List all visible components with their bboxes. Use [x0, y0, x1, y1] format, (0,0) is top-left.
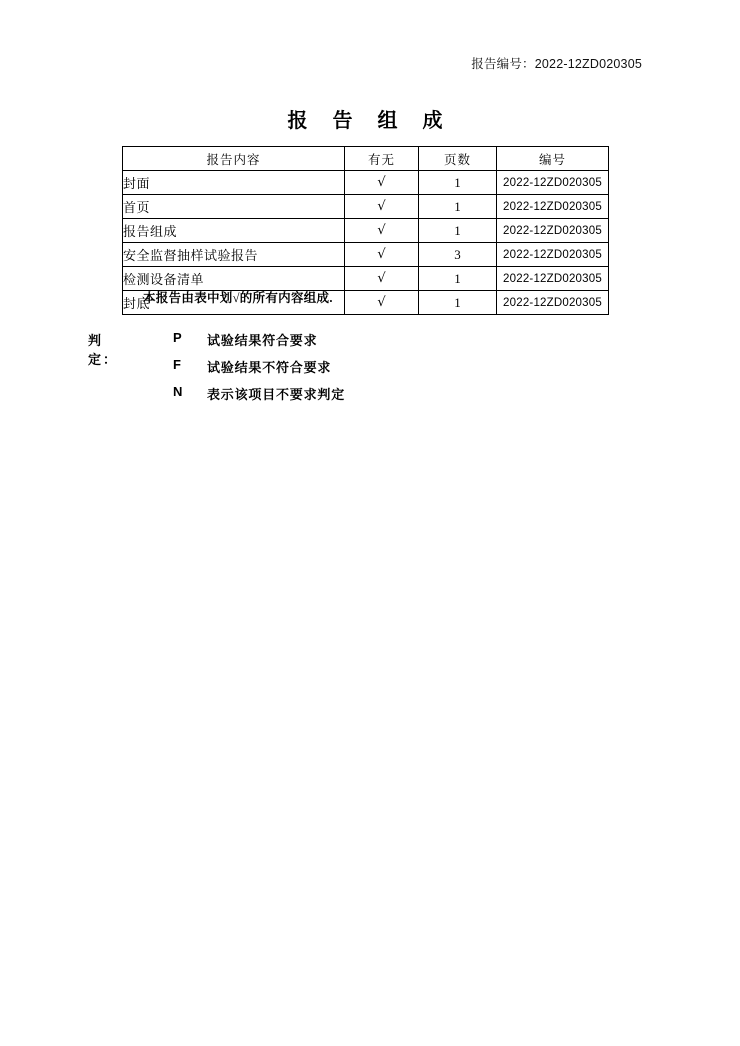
- cell-have-check: √: [345, 291, 419, 315]
- verdict-text-n: 表示该项目不要求判定: [207, 387, 346, 402]
- verdict-item: [173, 384, 345, 411]
- cell-number: 2022-12ZD020305: [497, 171, 609, 195]
- cell-number: 2022-12ZD020305: [497, 267, 609, 291]
- cell-pages: 1: [419, 267, 497, 291]
- cell-have-check: √: [345, 267, 419, 291]
- cell-have-check: √: [345, 243, 419, 267]
- cell-pages: 1: [419, 219, 497, 243]
- verdict-code-p: P: [173, 330, 182, 345]
- cell-pages: 1: [419, 291, 497, 315]
- report-number: 报告编号：2022-12ZD020305: [471, 57, 642, 71]
- cell-content: 检测设备清单: [123, 267, 345, 291]
- cell-content: 封底: [123, 291, 345, 315]
- table-row: [123, 219, 609, 243]
- verdict-label: 判定：: [88, 333, 119, 367]
- verdict-code-n: N: [173, 384, 183, 399]
- column-header-pages: 页数: [419, 147, 497, 171]
- cell-content: 报告组成: [123, 219, 345, 243]
- cell-number: 2022-12ZD020305: [497, 291, 609, 315]
- column-header-number: 编号: [497, 147, 609, 171]
- page-title: 报 告 组 成: [287, 110, 453, 132]
- cell-pages: 1: [419, 195, 497, 219]
- verdict-item: [173, 357, 345, 384]
- table-row: [123, 267, 609, 291]
- cell-content: 安全监督抽样试验报告: [123, 243, 345, 267]
- cell-number: 2022-12ZD020305: [497, 219, 609, 243]
- table-row: [123, 195, 609, 219]
- table-header-row: [123, 147, 609, 171]
- cell-have-check: √: [345, 195, 419, 219]
- column-header-content: 报告内容: [123, 147, 345, 171]
- verdict-code-f: F: [173, 357, 181, 372]
- table-row: [123, 171, 609, 195]
- cell-have-check: √: [345, 171, 419, 195]
- table-row: [123, 243, 609, 267]
- cell-pages: 3: [419, 243, 497, 267]
- table-note: 本报告由表中划√的所有内容组成.: [143, 291, 333, 305]
- cell-number: 2022-12ZD020305: [497, 243, 609, 267]
- cell-content: 封面: [123, 171, 345, 195]
- cell-number: 2022-12ZD020305: [497, 195, 609, 219]
- verdict-items: [173, 330, 345, 411]
- verdict-item: [173, 330, 345, 357]
- table-header: [123, 147, 609, 171]
- verdict-text-f: 试验结果不符合要求: [207, 360, 332, 375]
- verdict-text-p: 试验结果符合要求: [207, 333, 318, 348]
- cell-have-check: √: [345, 219, 419, 243]
- cell-pages: 1: [419, 171, 497, 195]
- column-header-have: 有无: [345, 147, 419, 171]
- cell-content: 首页: [123, 195, 345, 219]
